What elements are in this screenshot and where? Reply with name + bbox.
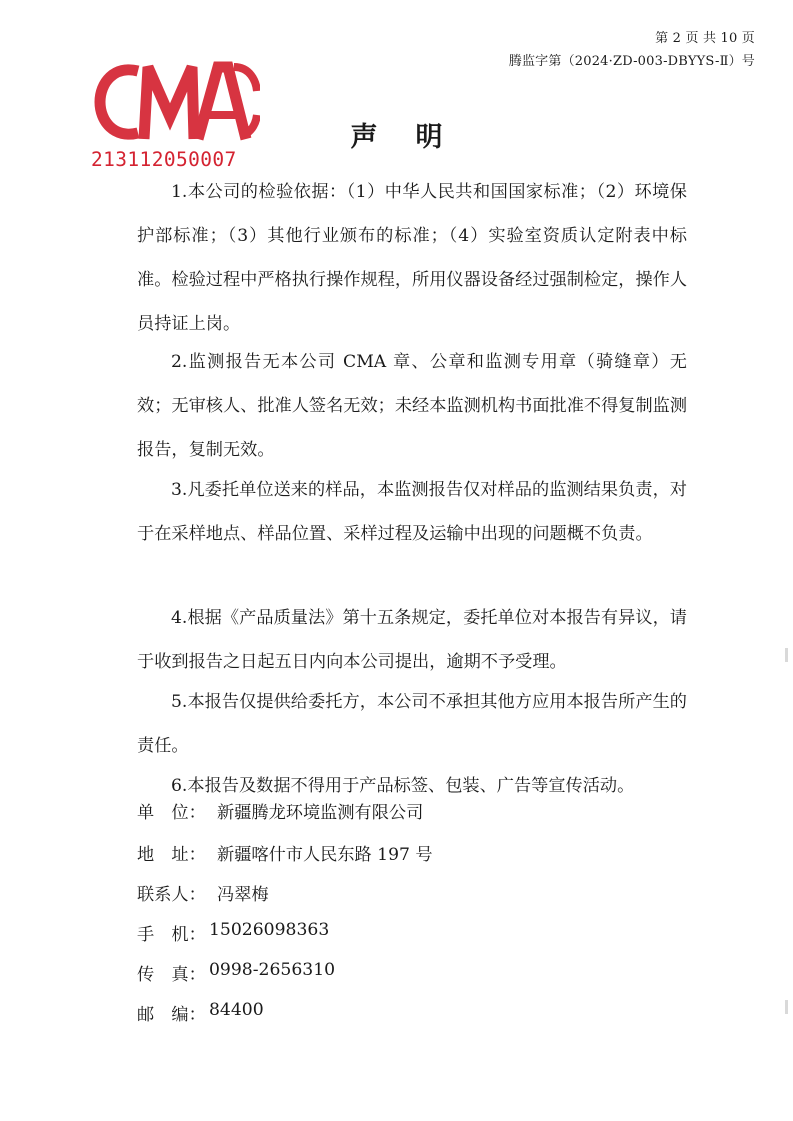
statement-paragraph-3 [137,468,687,556]
cma-certificate-number: 213112050007 [91,148,237,171]
contact-mobile-label: 手 机： [137,925,206,945]
contact-fax-value: 0998-2656310 [209,960,336,980]
contact-person-value: 冯翠梅 [217,885,269,905]
statement-paragraph-5 [137,680,687,768]
paragraph-text: 4.根据《产品质量法》第十五条规定，委托单位对本报告有异议，请于收到报告之日起五日内向本公司提出，逾期不予受理。 [137,608,687,672]
contact-unit-label: 单 位： [137,803,206,823]
contact-address-label: 地 址： [137,845,206,865]
report-number: 腾监字第（2024·ZD-003-DBYYS-Ⅱ）号 [508,54,755,69]
paragraph-text: 1.本公司的检验依据：（1）中华人民共和国国家标准；（2）环境保护部标准；（3）其他行业颁布的标准；（4）实验室资质认定附表中标准。检验过程中严格执行操作规程，所用仪器设备经过强制检定，操作人员持证上岗。 [137,182,688,334]
paragraph-text: 6.本报告及数据不得用于产品标签、包装、广告等宣传活动。 [171,776,635,796]
scan-mark [785,1000,788,1014]
paragraph-text: 5.本报告仅提供给委托方，本公司不承担其他方应用本报告所产生的责任。 [137,692,687,756]
paragraph-text: 2.监测报告无本公司 CMA 章、公章和监测专用章（骑缝章）无效；无审核人、批准人签名无效；未经本监测机构书面批准不得复制监测报告，复制无效。 [137,352,688,460]
paragraph-text: 3.凡委托单位送来的样品，本监测报告仅对样品的监测结果负责，对于在采样地点、样品位置、采样过程及运输中出现的问题概不负责。 [137,480,687,544]
statement-paragraph-1 [137,170,687,346]
contact-address-value: 新疆喀什市人民东路 197 号 [217,845,433,865]
contact-mobile-value: 15026098363 [209,920,330,940]
page-title: 声明 [350,122,481,153]
statement-paragraph-4 [137,596,687,684]
statement-paragraph-2 [137,340,687,472]
contact-postcode-label: 邮 编： [137,1005,206,1025]
page-info: 第 2 页 共 10 页 [655,31,755,46]
contact-postcode-value: 84400 [209,1000,264,1020]
contact-person-label: 联系人： [137,885,206,905]
contact-fax-label: 传 真： [137,965,206,985]
scan-mark [785,648,788,662]
contact-unit-value: 新疆腾龙环境监测有限公司 [217,803,424,823]
